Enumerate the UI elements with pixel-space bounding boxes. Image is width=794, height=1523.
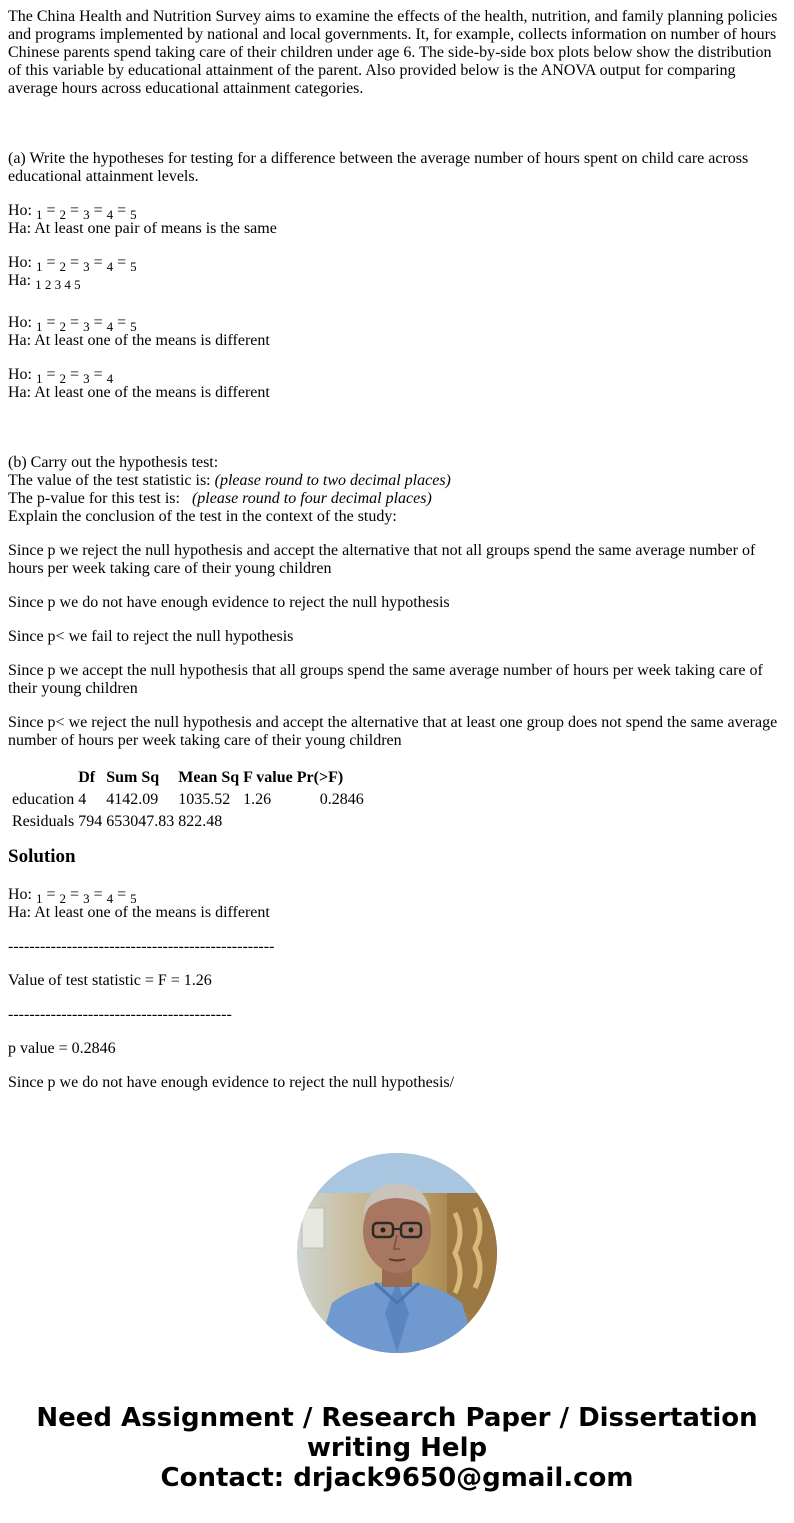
ho-label: Ho: bbox=[8, 314, 36, 331]
ha-text: Ha: At least one pair of means is the same bbox=[8, 220, 277, 237]
anova-header: Mean Sq bbox=[178, 769, 240, 786]
ha-subscripts: 1 2 3 4 5 bbox=[35, 277, 81, 292]
author-photo bbox=[297, 1153, 497, 1353]
ha-text: Ha: At least one of the means is different bbox=[8, 904, 270, 921]
anova-cell: 4 bbox=[78, 791, 87, 808]
anova-header bbox=[11, 768, 75, 788]
anova-cell: Residuals bbox=[12, 813, 75, 830]
solution-heading: Solution bbox=[8, 846, 76, 867]
anova-cell bbox=[242, 812, 294, 832]
table-row bbox=[11, 812, 365, 832]
stat-label: The value of the test statistic is: bbox=[8, 472, 215, 489]
pvalue-hint: (please round to four decimal places) bbox=[191, 490, 432, 507]
conclusion-choice-5[interactable]: Since p< we reject the null hypothesis and accept the alternative that at least one group does not spend the same average number of hours per week taking care of their young children bbox=[8, 714, 778, 749]
anova-cell: 0.2846 bbox=[319, 791, 364, 808]
conclusion-choice-2[interactable]: Since p we do not have enough evidence to reject the null hypothesis bbox=[8, 594, 450, 611]
anova-cell: 4142.09 bbox=[106, 791, 159, 808]
hypothesis-option-3[interactable]: Ho: $_1$ = $_2$ = $_3$ = $_4$ = $_5$ Ha: At least one of the means is different bbox=[8, 314, 786, 350]
anova-cell: 822.48 bbox=[178, 813, 223, 830]
anova-header: Df bbox=[78, 769, 96, 786]
conclusion-choice-1[interactable]: Since p we reject the null hypothesis and accept the alternative that not all groups spend the same average number of hours per week taking care of their young children bbox=[8, 542, 756, 577]
solution-pvalue: p value = 0.2846 bbox=[8, 1040, 116, 1057]
solution-conclusion: Since p we do not have enough evidence to reject the null hypothesis/ bbox=[8, 1074, 455, 1091]
conclusion-choice-3[interactable]: Since p< we fail to reject the null hypothesis bbox=[8, 628, 294, 645]
ha-label: Ha: bbox=[8, 272, 36, 289]
divider: -------------------------------------------------- bbox=[8, 938, 275, 955]
table-row bbox=[11, 790, 365, 810]
anova-header: Sum Sq bbox=[106, 769, 160, 786]
part-b-block bbox=[8, 454, 786, 526]
part-b-heading: (b) Carry out the hypothesis test: bbox=[8, 454, 219, 471]
intro-paragraph: The China Health and Nutrition Survey aims to examine the effects of the health, nutrition, and family planning policies and programs implemented by national and local governments. It, for example, collects information on number of hours Chinese parents spend taking care of their children under age 6. The side-by-side box plots below show the distribution of this variable by educational attainment of the parent. Also provided below is the ANOVA output for comparing average hours across educational attainment categories. bbox=[8, 8, 778, 97]
explain-prompt: Explain the conclusion of the test in the context of the study: bbox=[8, 508, 397, 525]
anova-cell: 1.26 bbox=[243, 791, 272, 808]
pvalue-label: The p-value for this test is: bbox=[8, 490, 192, 507]
conclusion-choice-4[interactable]: Since p we accept the null hypothesis that all groups spend the same average number of hours per week taking care of their young children bbox=[8, 662, 763, 697]
footer-promo bbox=[0, 1403, 794, 1493]
author-photo-image bbox=[297, 1153, 497, 1353]
footer-contact: Contact: drjack9650@gmail.com bbox=[160, 1463, 634, 1493]
anova-table bbox=[9, 766, 367, 834]
divider: ------------------------------------------ bbox=[8, 1006, 232, 1023]
ha-text: Ha: At least one of the means is different bbox=[8, 384, 270, 401]
solution-test-statistic: Value of test statistic = F = 1.26 bbox=[8, 972, 212, 989]
footer-line-1: Need Assignment / Research Paper / Dissertation bbox=[36, 1403, 758, 1433]
anova-cell: education bbox=[12, 791, 75, 808]
part-a-question: (a) Write the hypotheses for testing for a difference between the average number of hours spent on child care across educational attainment levels. bbox=[8, 150, 749, 185]
anova-header-row bbox=[11, 768, 365, 788]
anova-header: Pr(>F) bbox=[296, 769, 344, 786]
stat-hint: (please round to two decimal places) bbox=[214, 472, 451, 489]
ha-text: Ha: At least one of the means is different bbox=[8, 332, 270, 349]
solution-hypotheses: Ho: $_1$ = $_2$ = $_3$ = $_4$ = $_5$ Ha: At least one of the means is different bbox=[8, 886, 786, 922]
anova-cell: 794 bbox=[78, 813, 103, 830]
anova-cell: 1035.52 bbox=[178, 791, 231, 808]
hypothesis-option-2[interactable]: Ho: $_1$ = $_2$ = $_3$ = $_4$ = $_5$ Ha: $_{1 2 3 4 5}$ bbox=[8, 254, 137, 292]
ho-label: Ho: bbox=[8, 366, 36, 383]
hypothesis-option-1[interactable]: Ho: $_1$ = $_2$ = $_3$ = $_4$ = $_5$ Ha: At least one pair of means is the same bbox=[8, 202, 786, 238]
ho-label: Ho: bbox=[8, 886, 36, 903]
ho-label: Ho: bbox=[8, 254, 36, 271]
anova-header: F value bbox=[243, 769, 293, 786]
ho-label: Ho: bbox=[8, 202, 36, 219]
hypothesis-option-4[interactable]: Ho: $_1$ = $_2$ = $_3$ = $_4$ Ha: At least one of the means is different bbox=[8, 366, 786, 402]
footer-line-2: writing Help bbox=[306, 1433, 488, 1463]
anova-cell bbox=[296, 812, 365, 832]
anova-cell: 653047.83 bbox=[106, 813, 175, 830]
